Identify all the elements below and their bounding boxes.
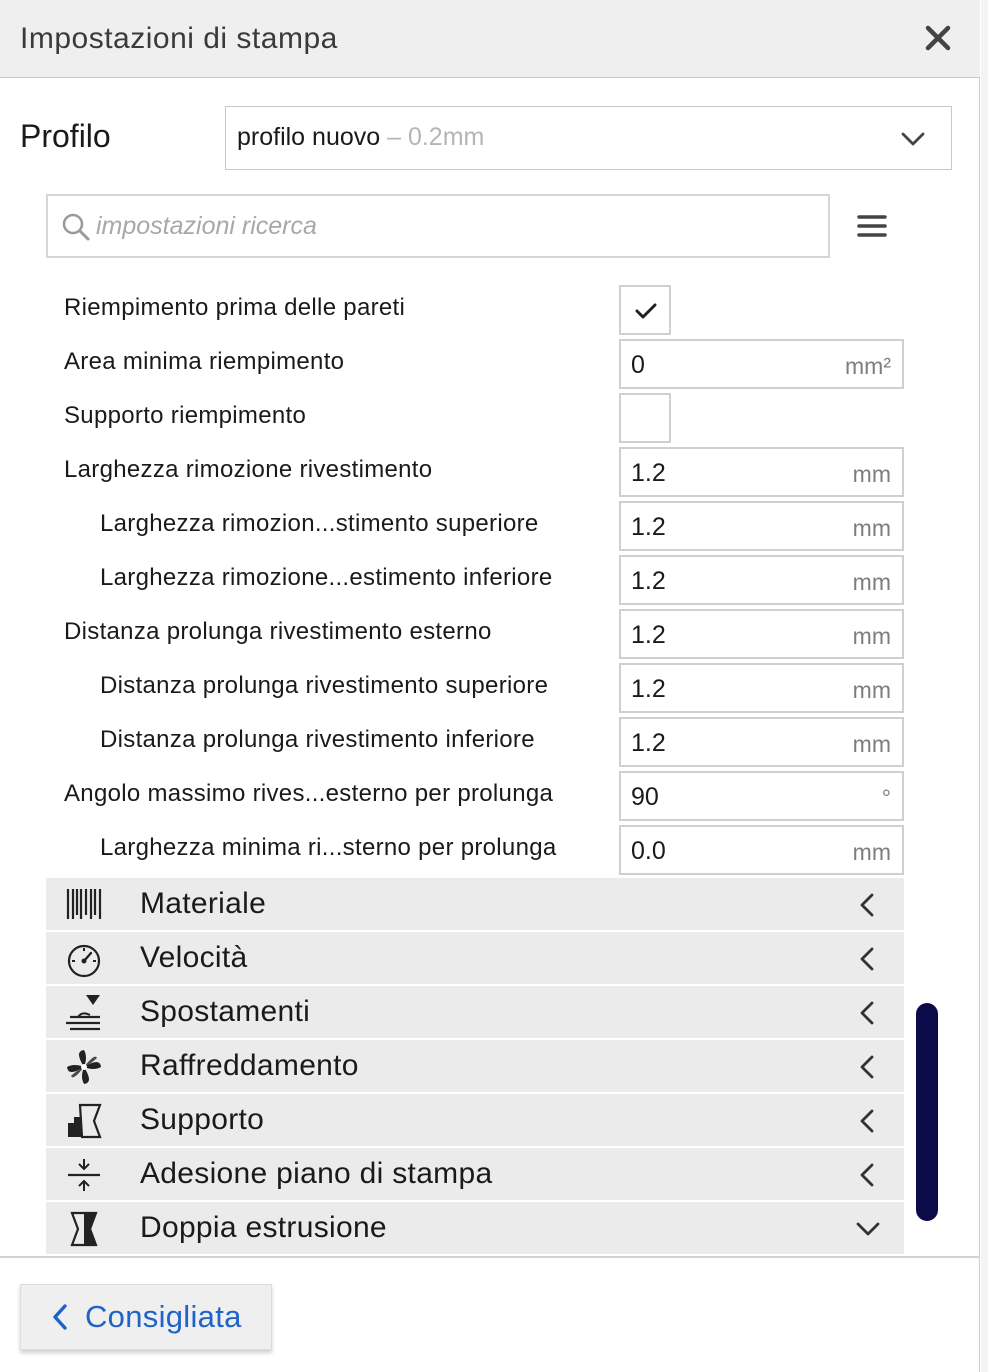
category-label: Adesione piano di stampa bbox=[140, 1157, 493, 1190]
setting-value: 0.0 bbox=[631, 837, 666, 865]
setting-value-field[interactable] bbox=[619, 501, 904, 551]
setting-label: Larghezza rimozion...stimento superiore bbox=[100, 510, 539, 537]
setting-unit: mm bbox=[852, 515, 891, 541]
setting-value-field[interactable] bbox=[619, 825, 904, 875]
chevron-left-icon bbox=[854, 999, 882, 1027]
search-box bbox=[46, 194, 830, 258]
setting-row bbox=[46, 390, 906, 444]
setting-unit: mm bbox=[852, 677, 891, 703]
search-input[interactable] bbox=[96, 206, 816, 246]
chevron-left-icon bbox=[854, 1053, 882, 1081]
setting-unit: mm bbox=[852, 623, 891, 649]
setting-row bbox=[46, 498, 906, 552]
setting-unit: mm² bbox=[845, 353, 891, 379]
setting-label: Supporto riempimento bbox=[64, 402, 307, 429]
setting-label: Larghezza rimozione...estimento inferiore bbox=[100, 564, 553, 591]
setting-label: Riempimento prima delle pareti bbox=[64, 294, 406, 321]
category-doppia-estrusione[interactable] bbox=[46, 1202, 904, 1256]
chevron-left-icon bbox=[854, 891, 882, 919]
adhesion-icon bbox=[64, 1155, 104, 1195]
window-edge bbox=[981, 0, 988, 1372]
profile-name-text bbox=[237, 123, 484, 152]
search-icon bbox=[60, 211, 92, 243]
setting-label: Distanza prolunga rivestimento esterno bbox=[64, 618, 492, 645]
profile-dropdown[interactable] bbox=[225, 106, 952, 170]
setting-row bbox=[46, 822, 906, 876]
category-label: Doppia estrusione bbox=[140, 1211, 387, 1244]
setting-label: Angolo massimo rives...esterno per prolunga bbox=[64, 780, 554, 807]
setting-label: Distanza prolunga rivestimento inferiore bbox=[100, 726, 535, 753]
category-materiale[interactable] bbox=[46, 878, 904, 932]
chevron-down-icon bbox=[854, 1215, 882, 1243]
category-adesione-piano-di-stampa[interactable] bbox=[46, 1148, 904, 1202]
hamburger-icon bbox=[852, 206, 892, 246]
category-label: Supporto bbox=[140, 1103, 265, 1136]
checkmark-icon bbox=[634, 300, 658, 322]
setting-value: 0 bbox=[631, 351, 645, 379]
setting-value: 90 bbox=[631, 783, 659, 811]
chevron-left-icon bbox=[854, 1161, 882, 1189]
setting-value: 1.2 bbox=[631, 729, 666, 757]
chevron-left-icon bbox=[854, 945, 882, 973]
setting-label: Area minima riempimento bbox=[64, 348, 345, 375]
footer-divider bbox=[0, 1256, 980, 1258]
category-list bbox=[46, 878, 904, 1256]
travel-icon bbox=[64, 993, 104, 1033]
setting-row bbox=[46, 606, 906, 660]
scrollbar-thumb[interactable] bbox=[916, 1003, 938, 1221]
setting-value-field[interactable] bbox=[619, 771, 904, 821]
chevron-left-icon bbox=[49, 1303, 71, 1331]
setting-row bbox=[46, 768, 906, 822]
category-label: Materiale bbox=[140, 887, 267, 920]
category-label: Velocità bbox=[140, 941, 248, 974]
category-label: Raffreddamento bbox=[140, 1049, 359, 1082]
setting-unit: ° bbox=[881, 785, 891, 811]
speed-icon bbox=[64, 939, 104, 979]
close-icon[interactable] bbox=[918, 18, 958, 58]
profile-name: profilo nuovo bbox=[237, 123, 381, 151]
setting-value-field[interactable] bbox=[619, 609, 904, 659]
setting-value-field[interactable] bbox=[619, 555, 904, 605]
material-icon bbox=[64, 885, 104, 925]
setting-unit: mm bbox=[852, 569, 891, 595]
category-velocit-[interactable] bbox=[46, 932, 904, 986]
setting-label: Larghezza minima ri...sterno per prolunga bbox=[100, 834, 557, 861]
setting-value: 1.2 bbox=[631, 567, 666, 595]
setting-checkbox[interactable] bbox=[619, 393, 671, 443]
setting-unit: mm bbox=[852, 461, 891, 487]
setting-value-field[interactable] bbox=[619, 717, 904, 767]
setting-value-field[interactable] bbox=[619, 663, 904, 713]
setting-unit: mm bbox=[852, 839, 891, 865]
profile-label: Profilo bbox=[20, 118, 111, 154]
profile-variant: – 0.2mm bbox=[380, 123, 485, 151]
recommended-button[interactable] bbox=[20, 1284, 272, 1350]
setting-checkbox[interactable] bbox=[619, 285, 671, 335]
title-bar bbox=[0, 0, 980, 78]
settings-menu-button[interactable] bbox=[852, 206, 892, 246]
setting-value-field[interactable] bbox=[619, 447, 904, 497]
setting-value: 1.2 bbox=[631, 621, 666, 649]
fan-icon bbox=[64, 1047, 104, 1087]
setting-row bbox=[46, 282, 906, 336]
support-icon bbox=[64, 1101, 104, 1141]
setting-label: Distanza prolunga rivestimento superiore bbox=[100, 672, 549, 699]
setting-value-field[interactable] bbox=[619, 339, 904, 389]
setting-row bbox=[46, 444, 906, 498]
setting-row bbox=[46, 660, 906, 714]
settings-list bbox=[46, 282, 906, 876]
category-raffreddamento[interactable] bbox=[46, 1040, 904, 1094]
dual-extrusion-icon bbox=[64, 1209, 104, 1249]
panel-title: Impostazioni di stampa bbox=[20, 22, 338, 55]
chevron-left-icon bbox=[854, 1107, 882, 1135]
setting-value: 1.2 bbox=[631, 513, 666, 541]
setting-row bbox=[46, 714, 906, 768]
category-supporto[interactable] bbox=[46, 1094, 904, 1148]
category-spostamenti[interactable] bbox=[46, 986, 904, 1040]
setting-unit: mm bbox=[852, 731, 891, 757]
setting-row bbox=[46, 552, 906, 606]
category-label: Spostamenti bbox=[140, 995, 311, 1028]
setting-label: Larghezza rimozione rivestimento bbox=[64, 456, 433, 483]
setting-value: 1.2 bbox=[631, 459, 666, 487]
setting-value: 1.2 bbox=[631, 675, 666, 703]
setting-row bbox=[46, 336, 906, 390]
chevron-down-icon bbox=[899, 125, 927, 153]
recommended-label: Consigliata bbox=[85, 1299, 242, 1334]
